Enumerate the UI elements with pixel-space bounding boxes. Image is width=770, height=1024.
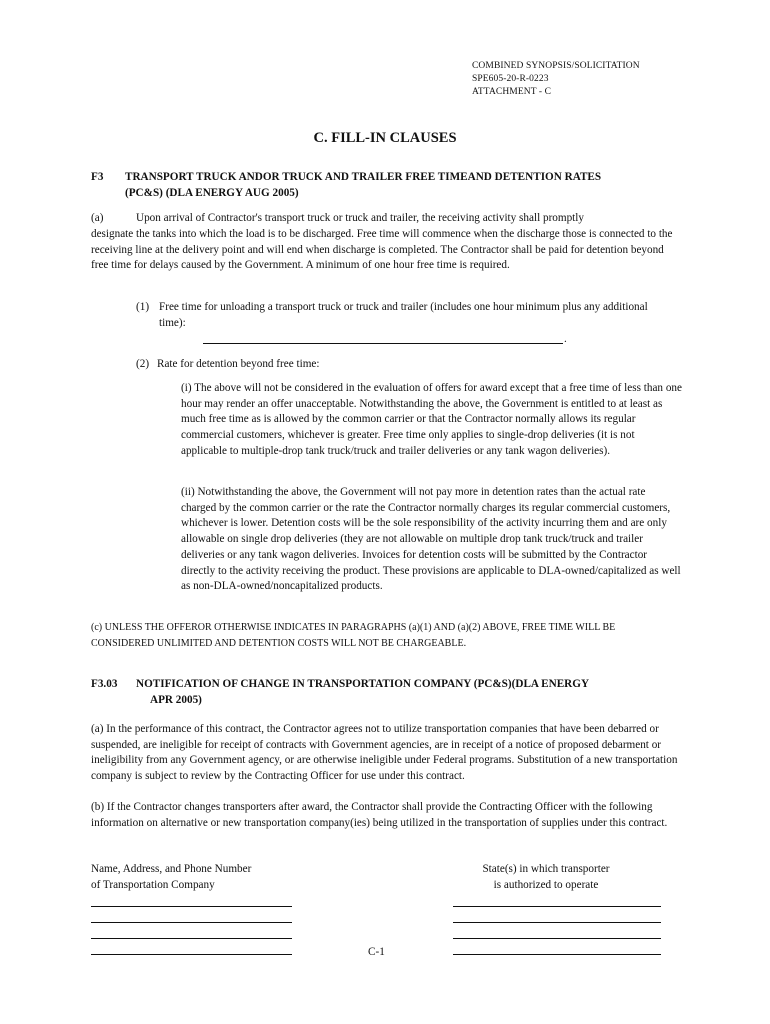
- states-fill-in-line-1: [453, 906, 661, 907]
- clause-f3-para-c: (c) UNLESS THE OFFEROR OTHERWISE INDICATES IN PARAGRAPHS (a)(1) AND (a)(2) ABOVE, FREE TIME WILL BE CONSIDERED UNLIMITED AND DETENTION COSTS WILL NOT BE CHARGEABLE.: [91, 622, 616, 649]
- states-fill-in-line-2: [453, 922, 661, 923]
- clause-f303-para-a: (a) In the performance of this contract, the Contractor agrees not to utilize transportation companies that have been debarred or suspended, are ineligible for receipt of contracts with Government agencies, are in receipt of a notice of proposed debarment or ineligibility from any Government agency, or are otherwise ineligible under Federal programs. Substitution of a new transportation company is subject to review by the Contracting Officer for use under this contract.: [91, 723, 678, 783]
- company-fill-in-line-3: [91, 938, 292, 939]
- clause-f303-heading: [136, 677, 686, 708]
- clause-f3-sub-i: (i) The above will not be considered in the evaluation of offers for award except that a free time of less than one hour may render an offer unacceptable. Notwithstanding the above, the Government is entitled to at least as much free time as is allowed by the common carrier or that the Contractor normally allows its regular commercial customers, whichever is greater. Free time only applies to single-drop deliveries (it is not applicable to multiple-drop tank truck/truck and trailer deliveries or any tank wagon deliveries).: [181, 382, 682, 457]
- header-line-1: COMBINED SYNOPSIS/SOLICITATION: [472, 61, 640, 71]
- transporter-states-column-heading: [476, 862, 616, 893]
- clause-f3-item-2-text: Rate for detention beyond free time:: [157, 358, 320, 370]
- states-fill-in-line-4: [453, 954, 661, 955]
- clause-f3-item-1-label: (1): [136, 301, 150, 313]
- clause-f3-para-a-first-line: Upon arrival of Contractor's transport truck or truck and trailer, the receiving activity shall promptly: [136, 212, 584, 224]
- clause-f3-item-1-text: Free time for unloading a transport truck or truck and trailer (includes one hour minimum plus any additional time):: [159, 301, 648, 329]
- states-fill-in-line-3: [453, 938, 661, 939]
- clause-f3-heading: [125, 170, 685, 201]
- left-column-heading-line-1: Name, Address, and Phone Number: [91, 863, 252, 875]
- clause-f3-heading-line-2: (PC&S) (DLA ENERGY AUG 2005): [125, 186, 299, 199]
- clause-f303-number: F3.03: [91, 678, 118, 690]
- clause-f303-heading-line-2: APR 2005): [150, 693, 202, 706]
- header-line-2: SPE605-20-R-0223: [472, 74, 549, 84]
- clause-f3-para-a-body: designate the tanks into which the load is to be discharged. Free time will commence when the discharge those is connected to the receiving line at the delivery point and will end when discharge is completed. The Contractor shall be paid for detention beyond free time for delays caused by the Government. A minimum of one hour free time is required.: [91, 228, 673, 272]
- right-column-heading-line-1: State(s) in which transporter: [482, 863, 610, 875]
- document-header: [472, 60, 640, 99]
- clause-f303-para-b: (b) If the Contractor changes transporters after award, the Contractor shall provide the Contracting Officer with the following information on alternative or new transportation company(ies) being utilized in the transportation of supplies under this contract.: [91, 801, 668, 829]
- clause-f3-sub-ii: (ii) Notwithstanding the above, the Government will not pay more in detention rates than the actual rate charged by the common carrier or the rate the Contractor normally charges its regular commercial customers, whichever is lower. Detention costs will be the sole responsibility of the activity incurring them and are only allowable on single drop deliveries (they are not allowable on multiple drop tank truck/truck and trailer deliveries or any tank wagon deliveries. Invoices for detention costs will be submitted by the Contractor directly to the activity receiving the product. These provisions are applicable to DLA-owned/capitalized as well as non-DLA-owned/noncapitalized products.: [181, 486, 681, 593]
- company-fill-in-line-1: [91, 906, 292, 907]
- company-fill-in-line-4: [91, 954, 292, 955]
- clause-f3-number: F3: [91, 171, 104, 183]
- left-column-heading-line-2: of Transportation Company: [91, 878, 215, 891]
- header-line-3: ATTACHMENT - C: [472, 87, 552, 97]
- page-title: C. FILL-IN CLAUSES: [313, 130, 457, 146]
- clause-f303-heading-line-1: NOTIFICATION OF CHANGE IN TRANSPORTATION COMPANY (PC&S)(DLA ENERGY: [136, 678, 590, 690]
- clause-f3-item-2-label: (2): [136, 358, 150, 370]
- company-fill-in-line-2: [91, 922, 292, 923]
- free-time-fill-in-line: [203, 343, 563, 344]
- fill-in-period: .: [564, 333, 567, 345]
- right-column-heading-line-2: is authorized to operate: [493, 878, 599, 891]
- page-number: C-1: [368, 946, 385, 958]
- clause-f3-para-a-label: (a): [91, 212, 104, 224]
- clause-f3-heading-line-1: TRANSPORT TRUCK ANDOR TRUCK AND TRAILER FREE TIMEAND DETENTION RATES: [125, 171, 602, 183]
- transport-company-column-heading: [91, 862, 251, 893]
